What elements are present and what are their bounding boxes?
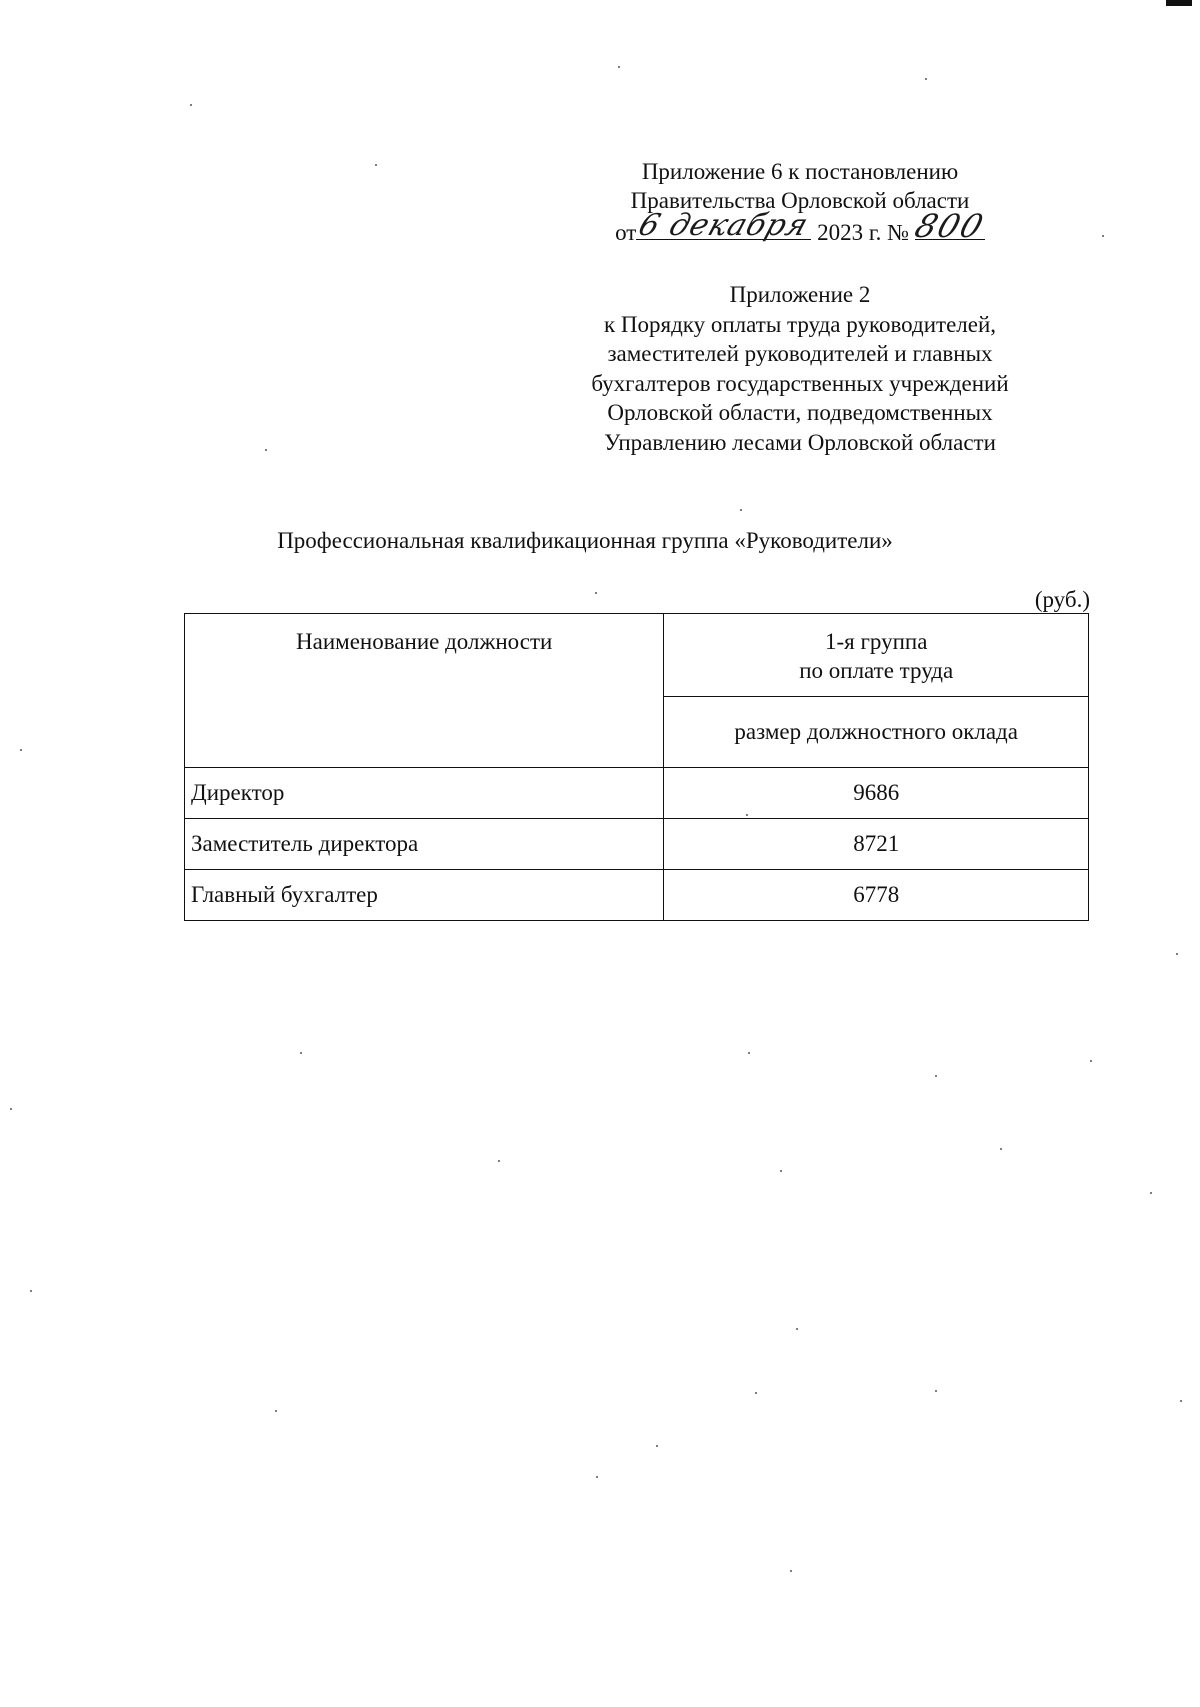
scan-speck <box>740 509 742 511</box>
scan-speck <box>748 1052 750 1054</box>
salary-table <box>184 613 1089 921</box>
table-row <box>185 768 1089 819</box>
date-prefix: от <box>615 220 637 245</box>
handwritten-date: 6 декабря <box>634 208 814 243</box>
group-header-line2: по оплате труда <box>799 658 954 683</box>
scan-speck <box>300 1052 302 1054</box>
appendix6-line1: Приложение 6 к постановлению <box>641 159 959 184</box>
handwritten-number: 800 <box>910 207 990 245</box>
salary-subheader: размер должностного оклада <box>664 697 1089 768</box>
scan-corner-mark <box>1166 0 1192 6</box>
appendix2-line: Приложение 2 <box>729 282 871 307</box>
scan-speck <box>1176 953 1178 955</box>
appendix2-header <box>535 280 1065 457</box>
scan-speck <box>375 164 377 166</box>
appendix6-line2: Правительства Орловской области <box>630 188 970 213</box>
scan-speck <box>780 1170 782 1172</box>
salary-cell: 9686 <box>664 768 1089 819</box>
scan-speck <box>596 1476 598 1478</box>
currency-unit: (руб.) <box>1034 587 1090 612</box>
scan-speck <box>1102 235 1104 237</box>
table-header-row <box>185 614 1089 697</box>
scan-speck <box>1000 1148 1002 1150</box>
appendix2-line: Управлению лесами Орловской области <box>604 429 996 455</box>
scan-speck <box>1090 1060 1092 1062</box>
date-blank <box>634 208 814 243</box>
scan-speck <box>20 749 22 751</box>
appendix6-date-line <box>580 207 1020 247</box>
appendix2-line: к Порядку оплаты труда руководителей, <box>603 311 997 337</box>
scan-speck <box>595 592 597 594</box>
scan-speck <box>755 1392 757 1394</box>
scan-speck <box>1180 1400 1182 1402</box>
table-row <box>185 870 1089 921</box>
scan-speck <box>190 104 192 106</box>
scan-speck <box>935 1390 937 1392</box>
group-column-header <box>664 614 1089 697</box>
scan-speck <box>10 1108 12 1110</box>
number-blank <box>910 207 990 245</box>
scan-speck <box>1150 1192 1152 1194</box>
appendix2-line: заместителей руководителей и главных <box>607 341 993 366</box>
scan-speck <box>796 1328 798 1330</box>
position-cell: Директор <box>185 768 664 819</box>
scan-speck <box>656 1445 658 1447</box>
scan-speck <box>618 66 620 68</box>
position-column-header-text: Наименование должности <box>296 629 553 654</box>
appendix6-header <box>580 157 1020 247</box>
salary-cell: 8721 <box>664 819 1089 870</box>
scan-speck <box>790 1570 792 1572</box>
position-column-header <box>185 614 664 768</box>
appendix2-line: бухгалтеров государственных учреждений <box>591 370 1009 396</box>
scan-speck <box>746 814 748 816</box>
appendix2-line: Орловской области, подведомственных <box>607 400 993 425</box>
group-header-line1: 1-я группа <box>824 629 928 654</box>
position-cell: Главный бухгалтер <box>185 870 664 921</box>
scan-speck <box>925 78 927 80</box>
salary-cell: 6778 <box>664 870 1089 921</box>
scan-speck <box>498 1160 500 1162</box>
group-column-header-text <box>664 614 1088 685</box>
year-number-label: 2023 г. № <box>817 220 910 245</box>
scan-speck <box>275 1410 277 1412</box>
position-cell: Заместитель директора <box>185 819 664 870</box>
scan-speck <box>265 449 267 451</box>
document-title: Профессиональная квалификационная группа «Руководители» <box>277 528 893 553</box>
scan-speck <box>30 1290 32 1292</box>
table-row <box>185 819 1089 870</box>
scan-speck <box>935 1075 937 1077</box>
